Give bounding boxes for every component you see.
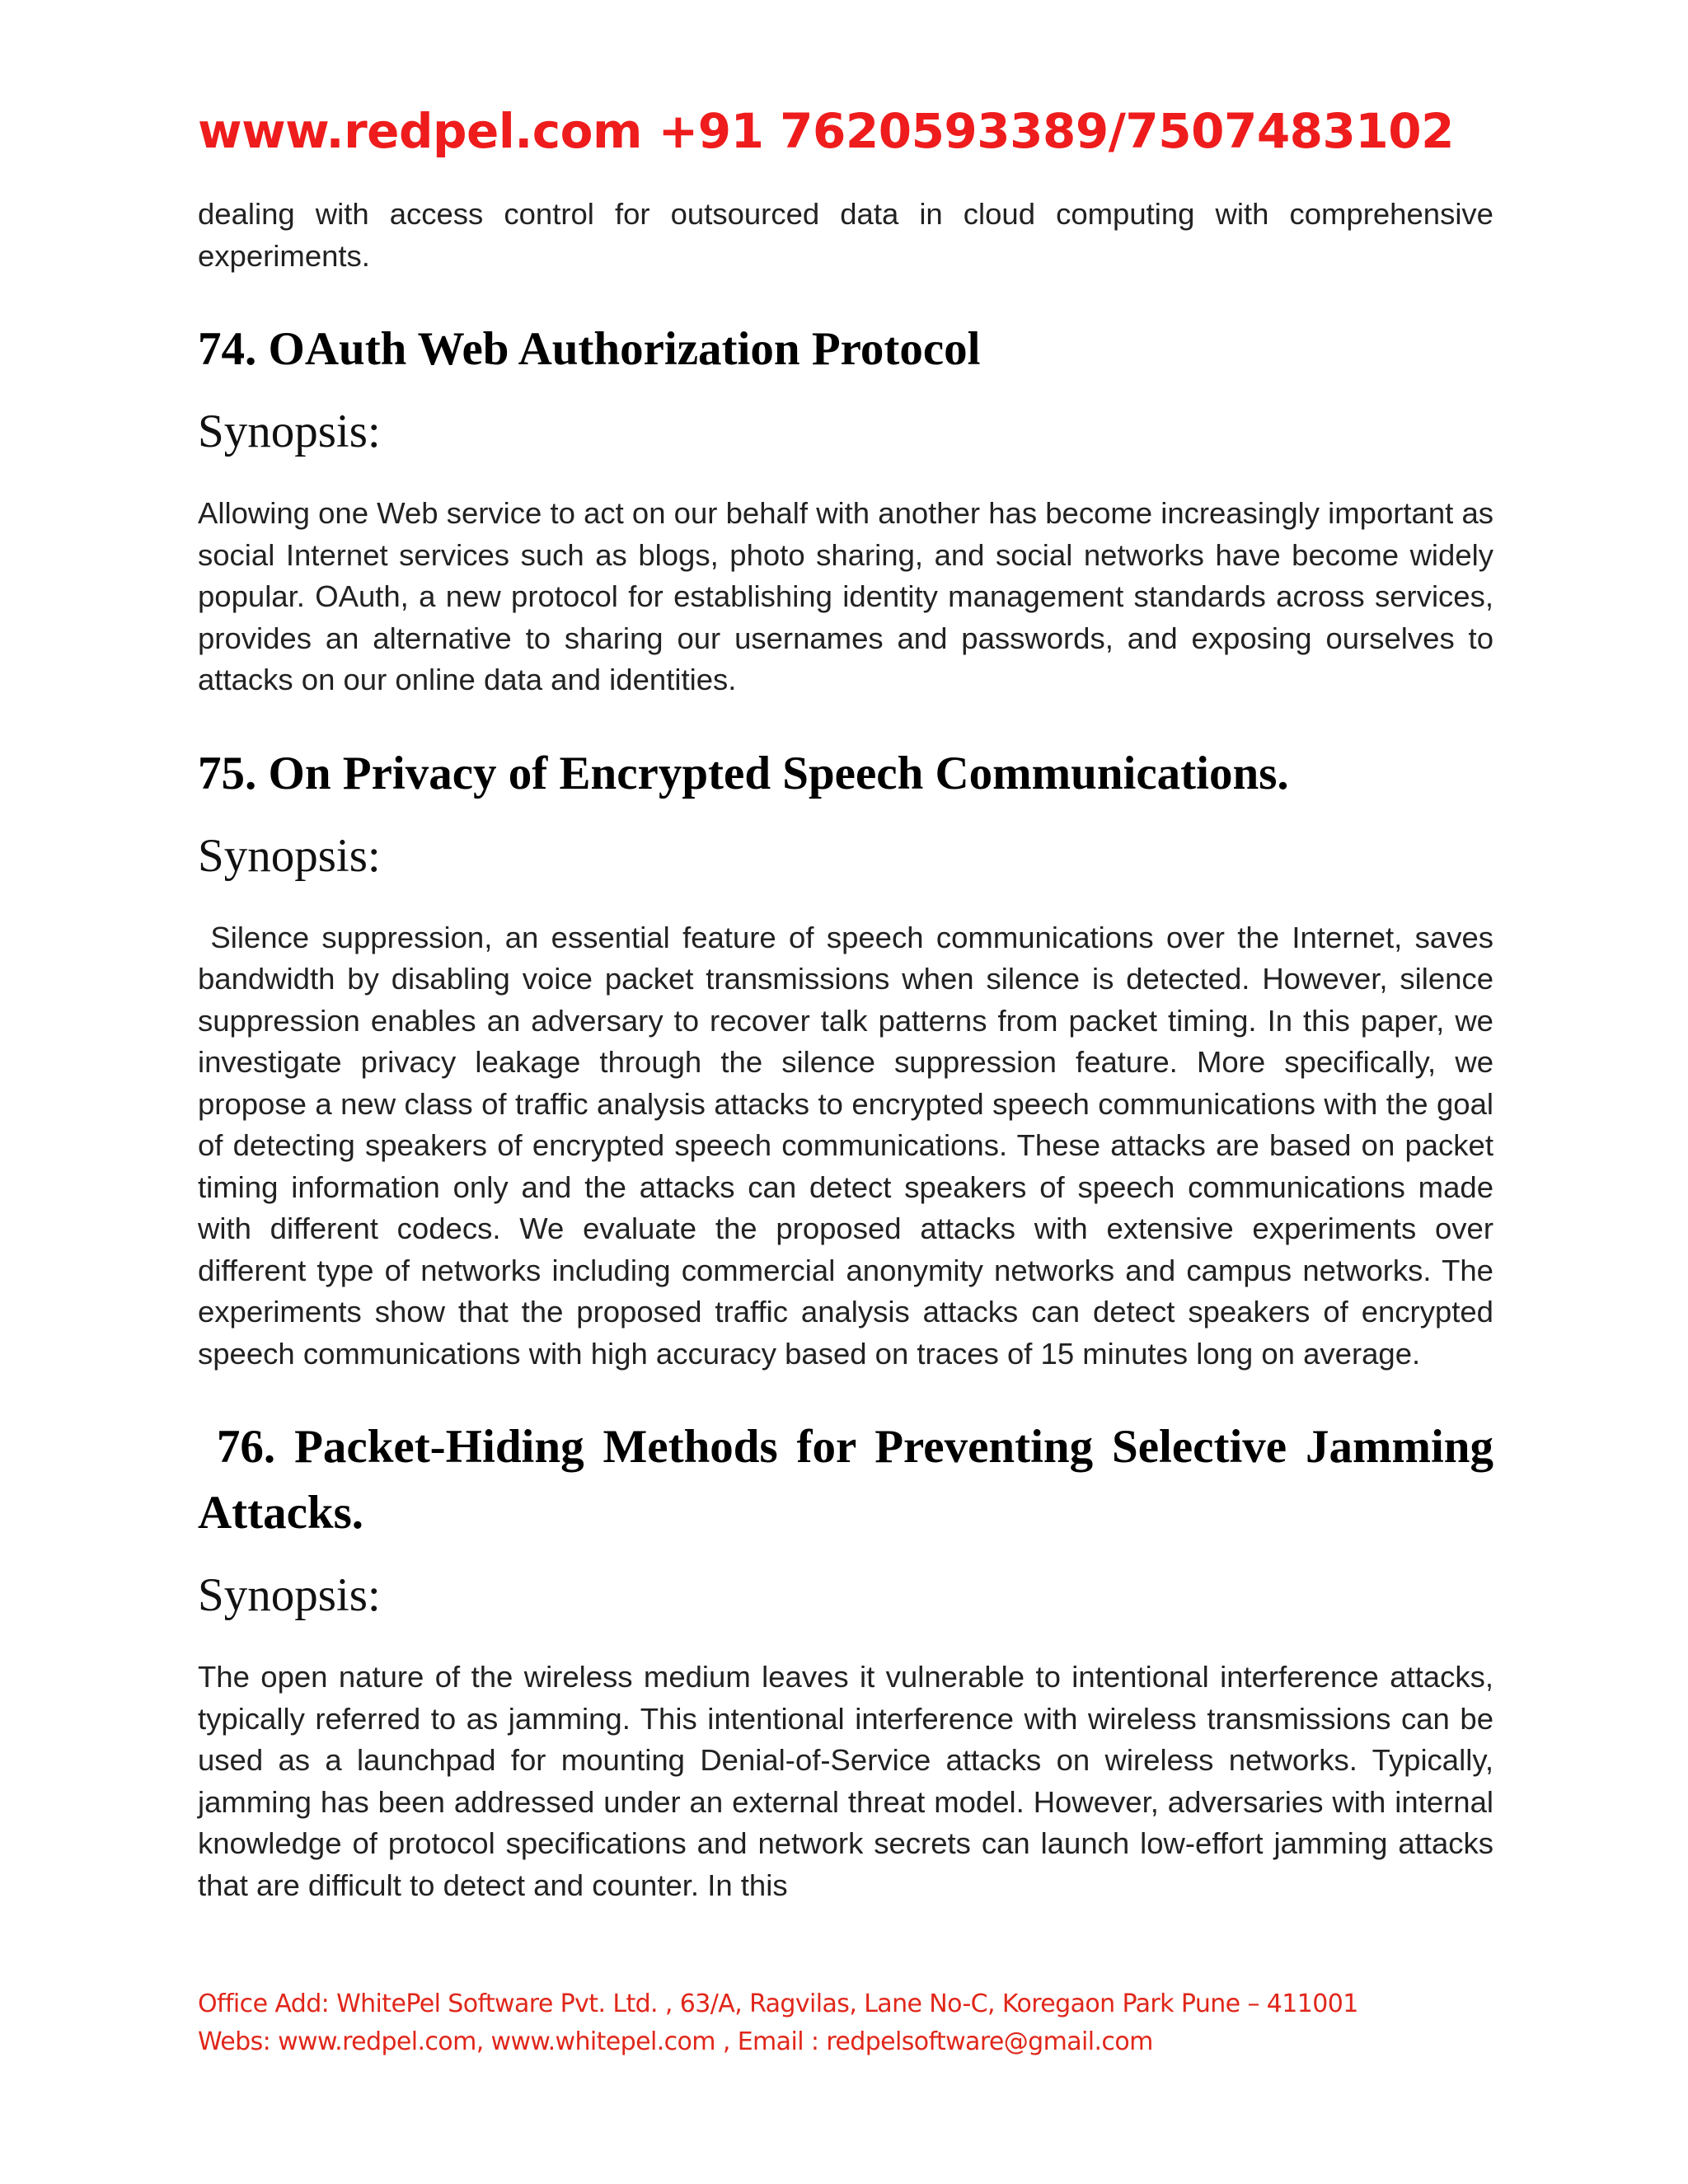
footer-address-line: Office Add: WhitePel Software Pvt. Ltd. , 63/A, Ragvilas, Lane No-C, Koregaon Park Pune – 411001 xyxy=(198,1990,1358,2018)
lead-paragraph: dealing with access control for outsourced data in cloud computing with comprehensive experiments. xyxy=(198,197,1493,273)
section-75-body: Silence suppression, an essential feature of speech communications over the Internet, saves bandwidth by disabling voice packet transmissions when silence is detected. However, silence suppression enables an adversary to recover talk patterns from packet timing. In this paper, we investigate privacy leakage through the silence suppression feature. More specifically, we propose a new class of traffic analysis attacks to encrypted speech communications with the goal of detecting speakers of encrypted speech communications. These attacks are based on packet timing information only and the attacks can detect speakers of speech communications made with different codecs. We evaluate the proposed attacks with extensive experiments over different type of networks including commercial anonymity networks and campus networks. The experiments show that the proposed traffic analysis attacks can detect speakers of encrypted speech communications with high accuracy based on traces of 15 minutes long on average. xyxy=(198,920,1503,1371)
footer-web-line: Webs: www.redpel.com, www.whitepel.com , Email : redpelsoftware@gmail.com xyxy=(198,2027,1153,2056)
section-76-body: The open nature of the wireless medium leaves it vulnerable to intentional interference attacks, typically referred to as jamming. This intentional interference with wireless transmissions can be used as a launchpad for mounting Denial-of-Service attacks on wireless networks. Typically, jamming has been addressed under an external threat model. However, adversaries with internal knowledge of protocol specifications and network secrets can launch low-effort jamming attacks that are difficult to detect and counter. In this xyxy=(198,1660,1493,1902)
header-contact-line: www.redpel.com +91 7620593389/7507483102 xyxy=(198,103,1454,159)
section-76-synopsis-label: Synopsis: xyxy=(198,1569,381,1621)
section-74-body: Allowing one Web service to act on our behalf with another has become increasingly important as social Internet services such as blogs, photo sharing, and social networks have become widely popular. OAuth, a new protocol for establishing identity management standards across services, provides an alternative to sharing our usernames and passwords, and exposing ourselves to attacks on our online data and identities. xyxy=(198,496,1493,696)
section-74-synopsis-label: Synopsis: xyxy=(198,405,381,457)
document-content xyxy=(198,194,1503,1906)
section-74-title: 74. OAuth Web Authorization Protocol xyxy=(198,323,981,375)
section-75-title: 75. On Privacy of Encrypted Speech Communications. xyxy=(198,747,1289,799)
footer xyxy=(198,1985,1358,2061)
section-75-synopsis-label: Synopsis: xyxy=(198,829,381,882)
section-76-title: 76. Packet-Hiding Methods for Preventing Selective Jamming Attacks. xyxy=(198,1421,1503,1539)
